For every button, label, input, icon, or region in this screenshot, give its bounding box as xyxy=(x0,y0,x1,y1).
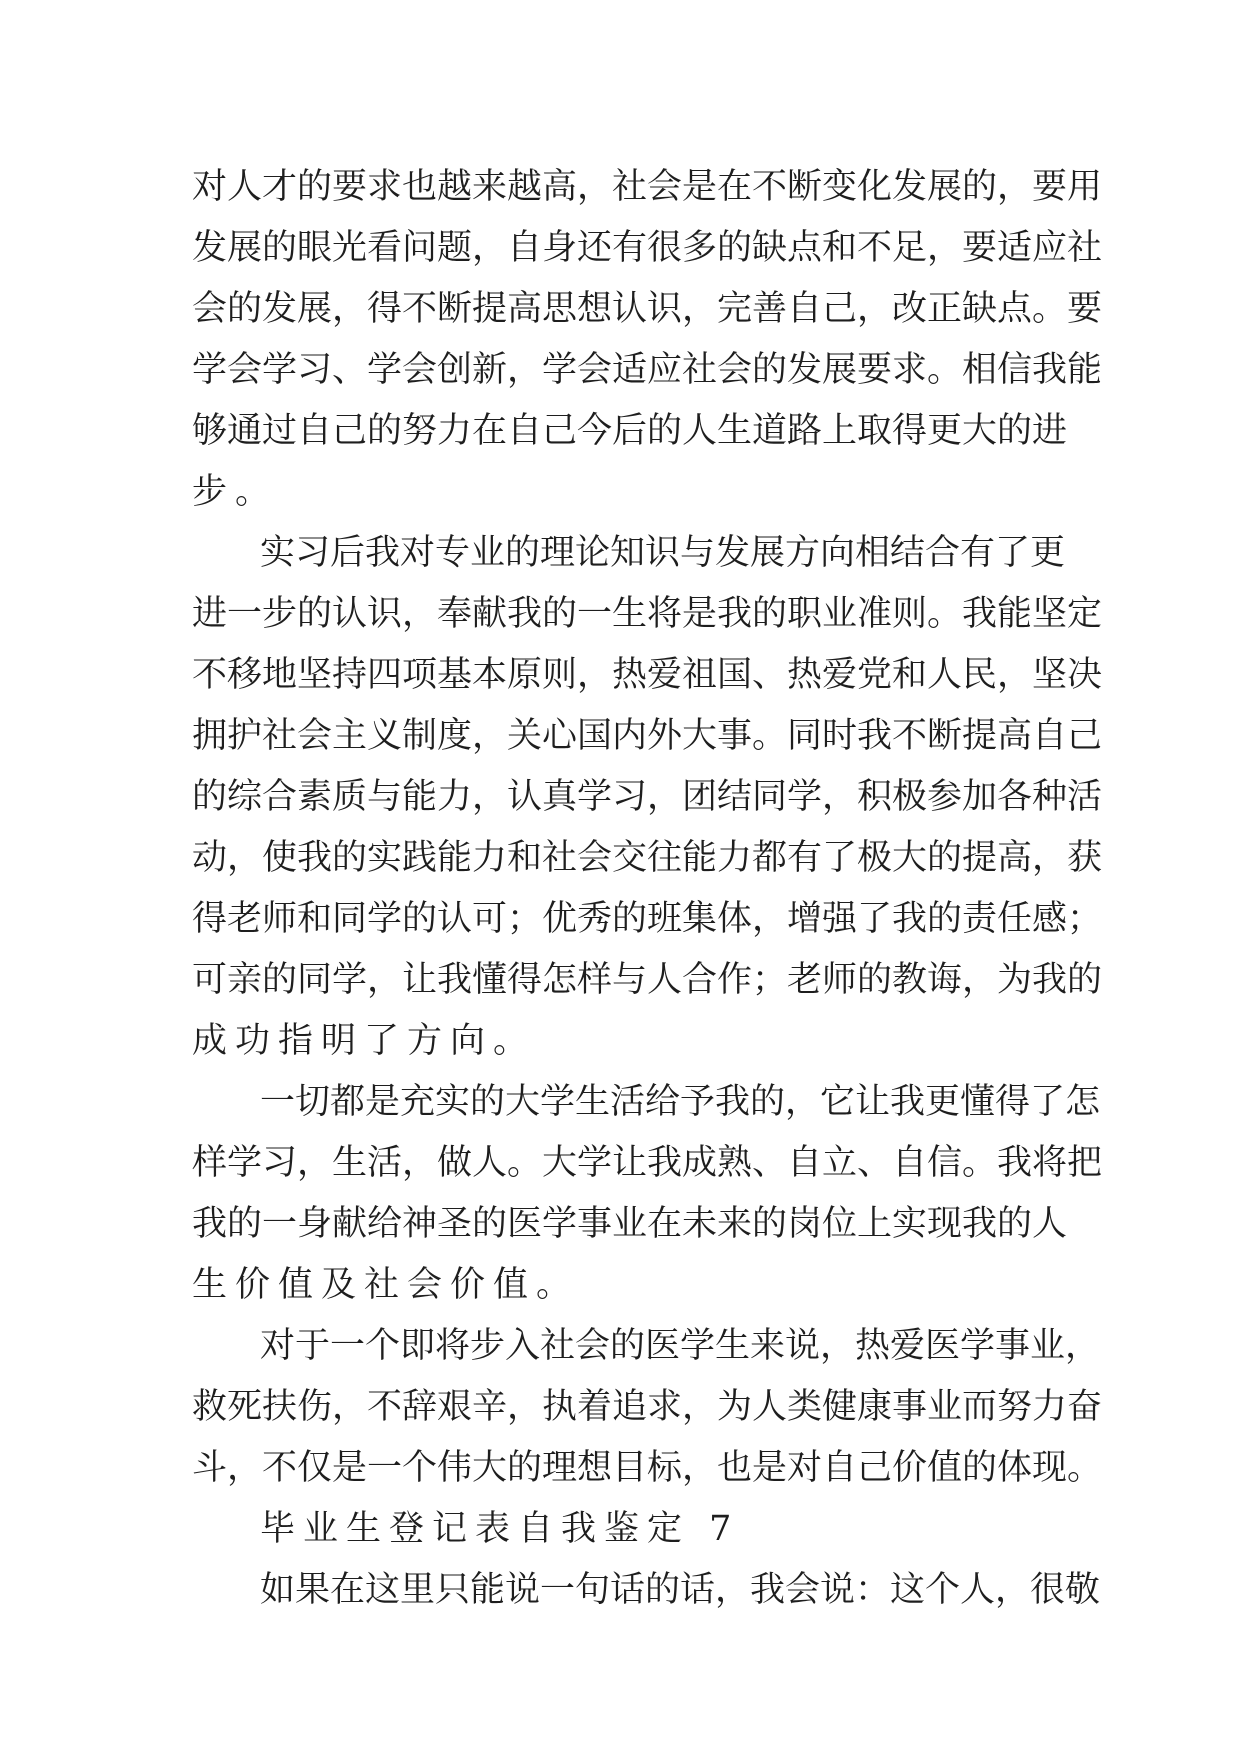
text-line: 救死扶伤，不辞艰辛，执着追求，为人类健康事业而努力奋 xyxy=(192,1387,1103,1427)
text-line: 够通过自己的努力在自己今后的人生道路上取得更大的进 xyxy=(192,411,1068,451)
text-line: 发展的眼光看问题，自身还有很多的缺点和不足，要适应社 xyxy=(192,228,1103,268)
text-line: 成功指明了方向。 xyxy=(192,1021,537,1061)
paragraph-start-line: 对于一个即将步入社会的医学生来说，热爱医学事业， xyxy=(260,1326,1101,1366)
text-line: 进一步的认识，奉献我的一生将是我的职业准则。我能坚定 xyxy=(192,594,1103,634)
text-line: 对人才的要求也越来越高，社会是在不断变化发展的，要用 xyxy=(192,167,1103,207)
text-line: 会的发展，得不断提高思想认识，完善自己，改正缺点。要 xyxy=(192,289,1103,329)
text-line: 我的一身献给神圣的医学事业在未来的岗位上实现我的人 xyxy=(192,1204,1068,1244)
text-line: 的综合素质与能力，认真学习，团结同学，积极参加各种活 xyxy=(192,777,1103,817)
text-line: 步。 xyxy=(192,472,279,512)
text-line: 可亲的同学，让我懂得怎样与人合作；老师的教诲，为我的 xyxy=(192,960,1103,1000)
text-line: 拥护社会主义制度，关心国内外大事。同时我不断提高自己 xyxy=(192,716,1103,756)
text-line: 样学习，生活，做人。大学让我成熟、自立、自信。我将把 xyxy=(192,1143,1103,1183)
text-line: 学会学习、学会创新，学会适应社会的发展要求。相信我能 xyxy=(192,350,1103,390)
section-heading: 毕业生登记表自我鉴定 7 xyxy=(260,1509,740,1549)
document-body xyxy=(192,157,1103,1621)
paragraph-start-line: 实习后我对专业的理论知识与发展方向相结合有了更 xyxy=(260,533,1066,573)
text-line: 斗，不仅是一个伟大的理想目标，也是对自己价值的体现。 xyxy=(192,1448,1103,1488)
paragraph-start-line: 一切都是充实的大学生活给予我的，它让我更懂得了怎 xyxy=(260,1082,1101,1122)
text-line: 得老师和同学的认可；优秀的班集体，增强了我的责任感； xyxy=(192,899,1103,939)
text-line: 生价值及社会价值。 xyxy=(192,1265,580,1305)
paragraph-start-line: 如果在这里只能说一句话的话，我会说：这个人，很敬 xyxy=(260,1570,1101,1610)
text-line: 动，使我的实践能力和社会交往能力都有了极大的提高，获 xyxy=(192,838,1103,878)
text-line: 不移地坚持四项基本原则，热爱祖国、热爱党和人民，坚决 xyxy=(192,655,1103,695)
